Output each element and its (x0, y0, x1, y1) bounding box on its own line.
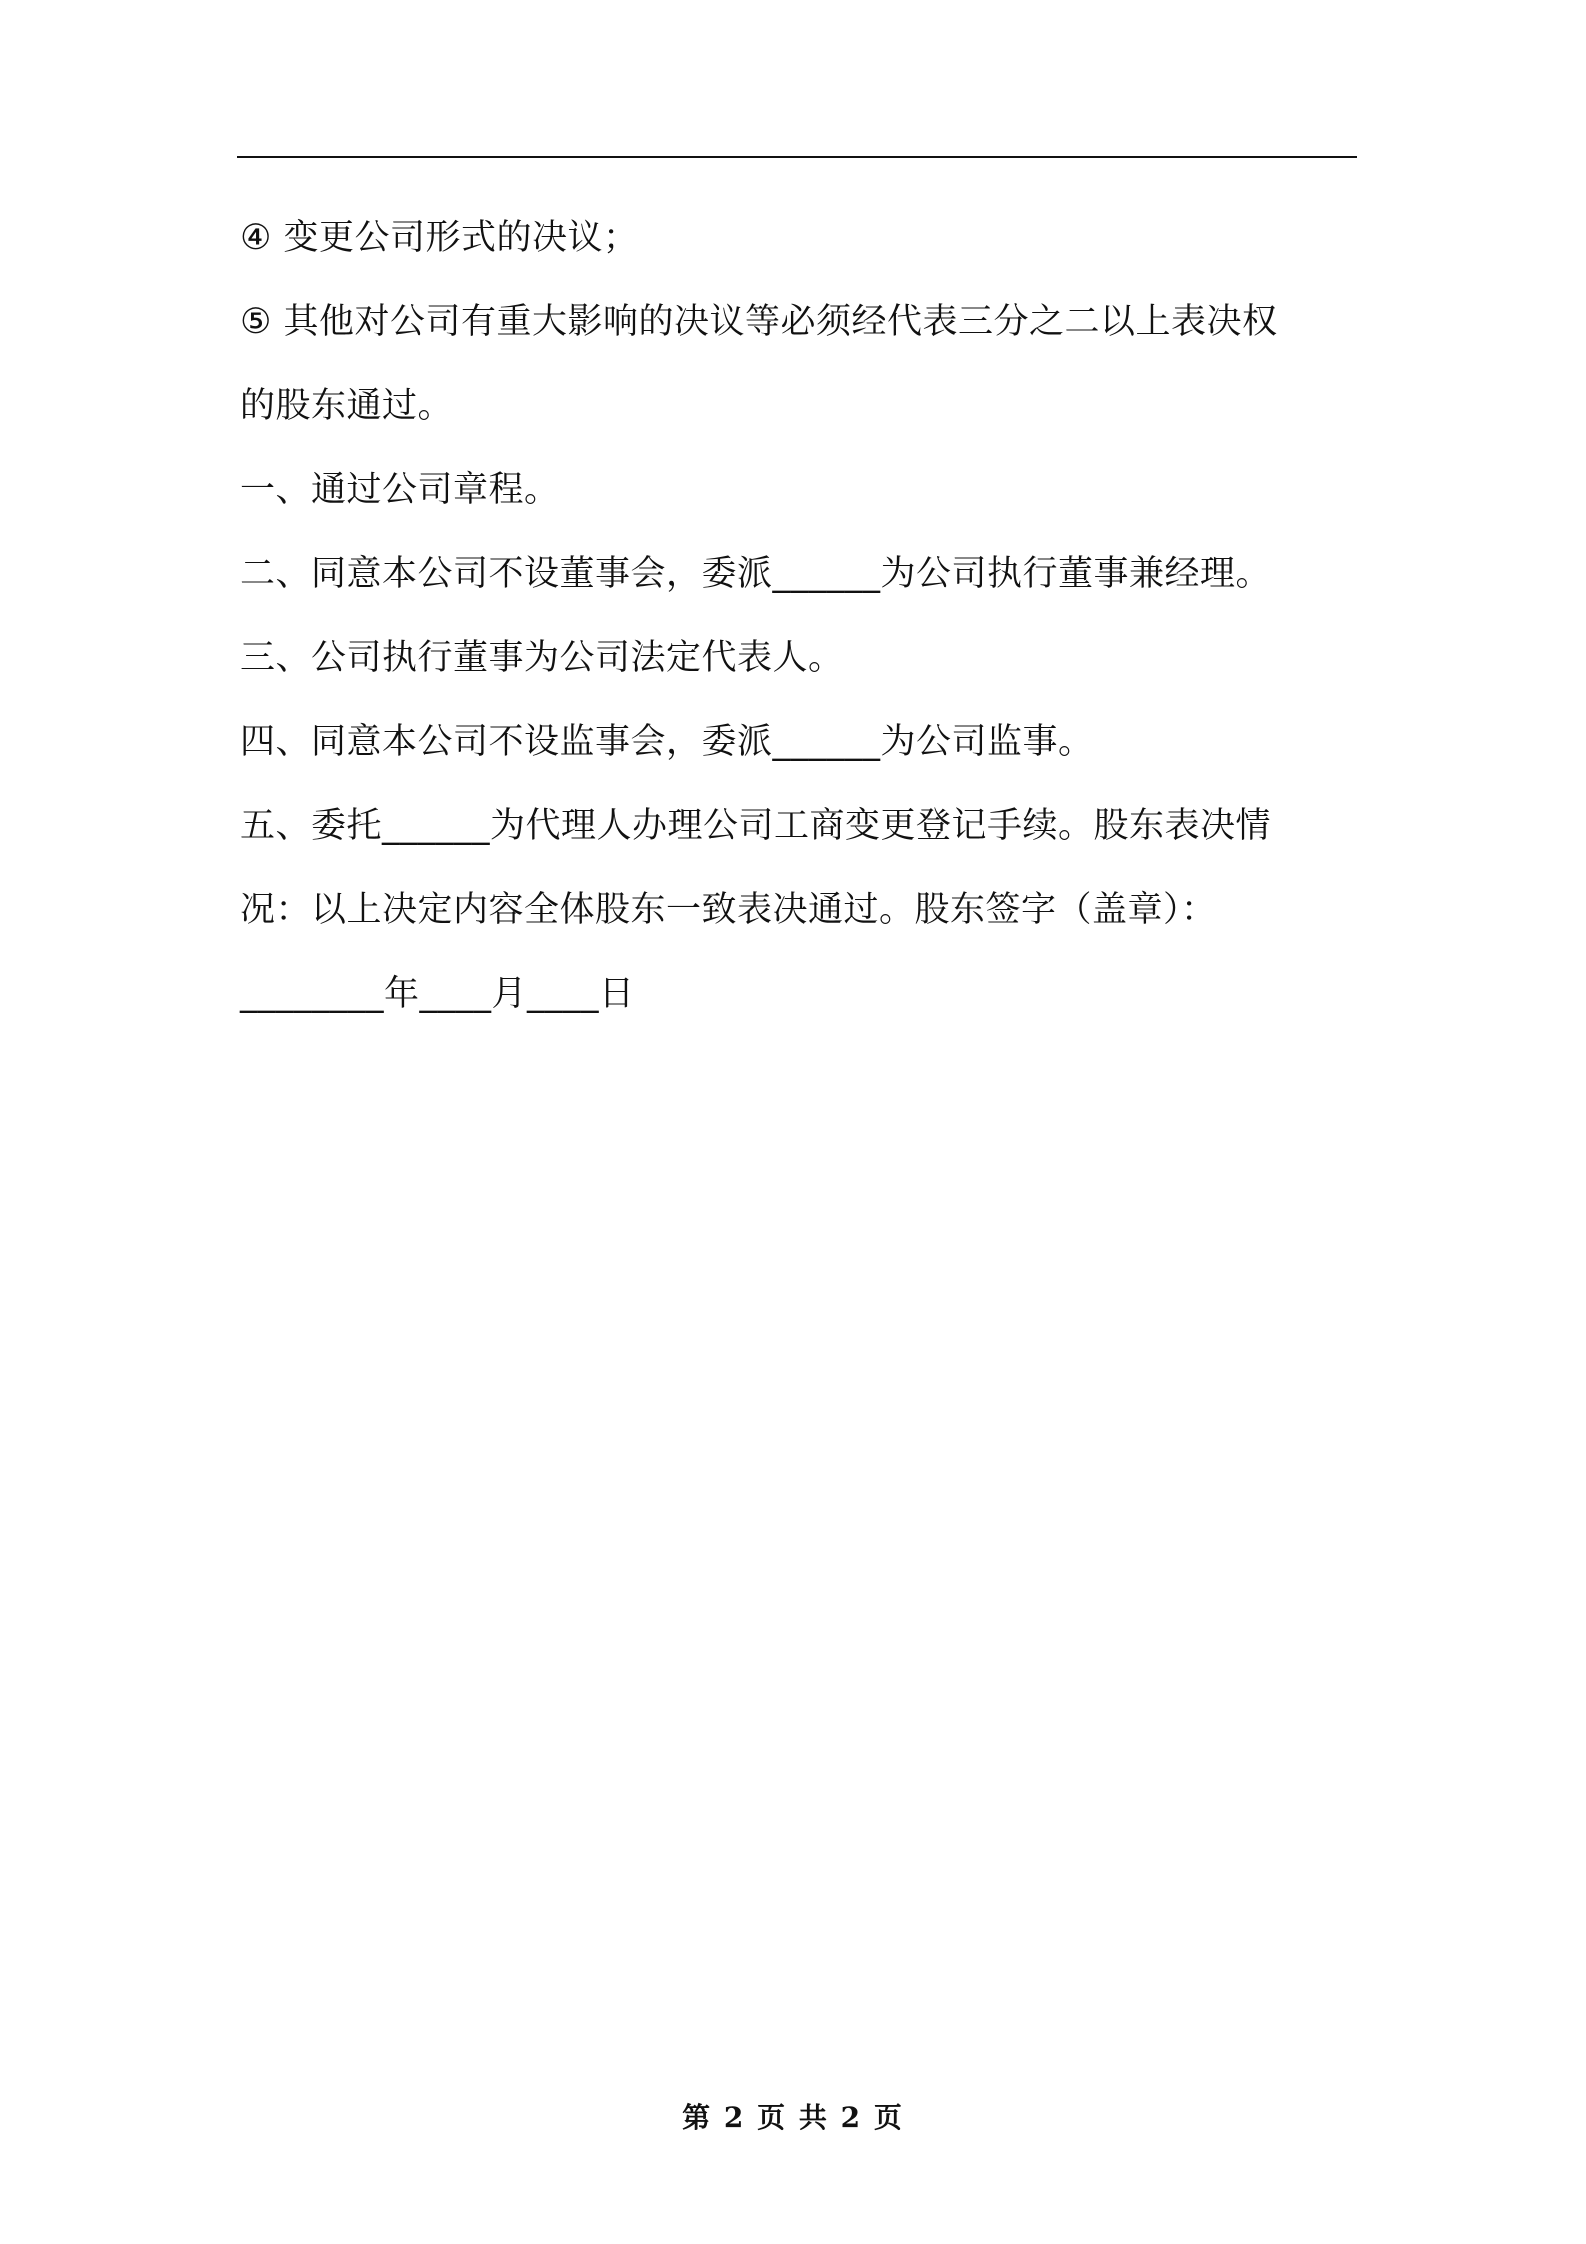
text-line: 的股东通过。 (240, 386, 454, 426)
text-line: ⑤ 其他对公司有重大影响的决议等必须经代表三分之二以上表决权 (240, 302, 1278, 342)
text-line: 二、同意本公司不设董事会，委派______为公司执行董事兼经理。 (240, 554, 1272, 594)
text-line: 五、委托______为代理人办理公司工商变更登记手续。股东表决情 (240, 806, 1272, 846)
text-line: 三、公司执行董事为公司法定代表人。 (240, 638, 844, 678)
text-line: ④ 变更公司形式的决议； (240, 218, 639, 258)
text-line: 一、通过公司章程。 (240, 470, 560, 510)
document-body (240, 196, 1360, 1036)
text-line: 四、同意本公司不设监事会，委派______为公司监事。 (240, 722, 1094, 762)
page-number-footer: 第 2 页 共 2 页 (682, 2101, 904, 2134)
date-line: ________年____月____日 (240, 974, 635, 1014)
text-line: 况：以上决定内容全体股东一致表决通过。股东签字（盖章）： (240, 890, 1217, 930)
header-rule (237, 156, 1357, 158)
